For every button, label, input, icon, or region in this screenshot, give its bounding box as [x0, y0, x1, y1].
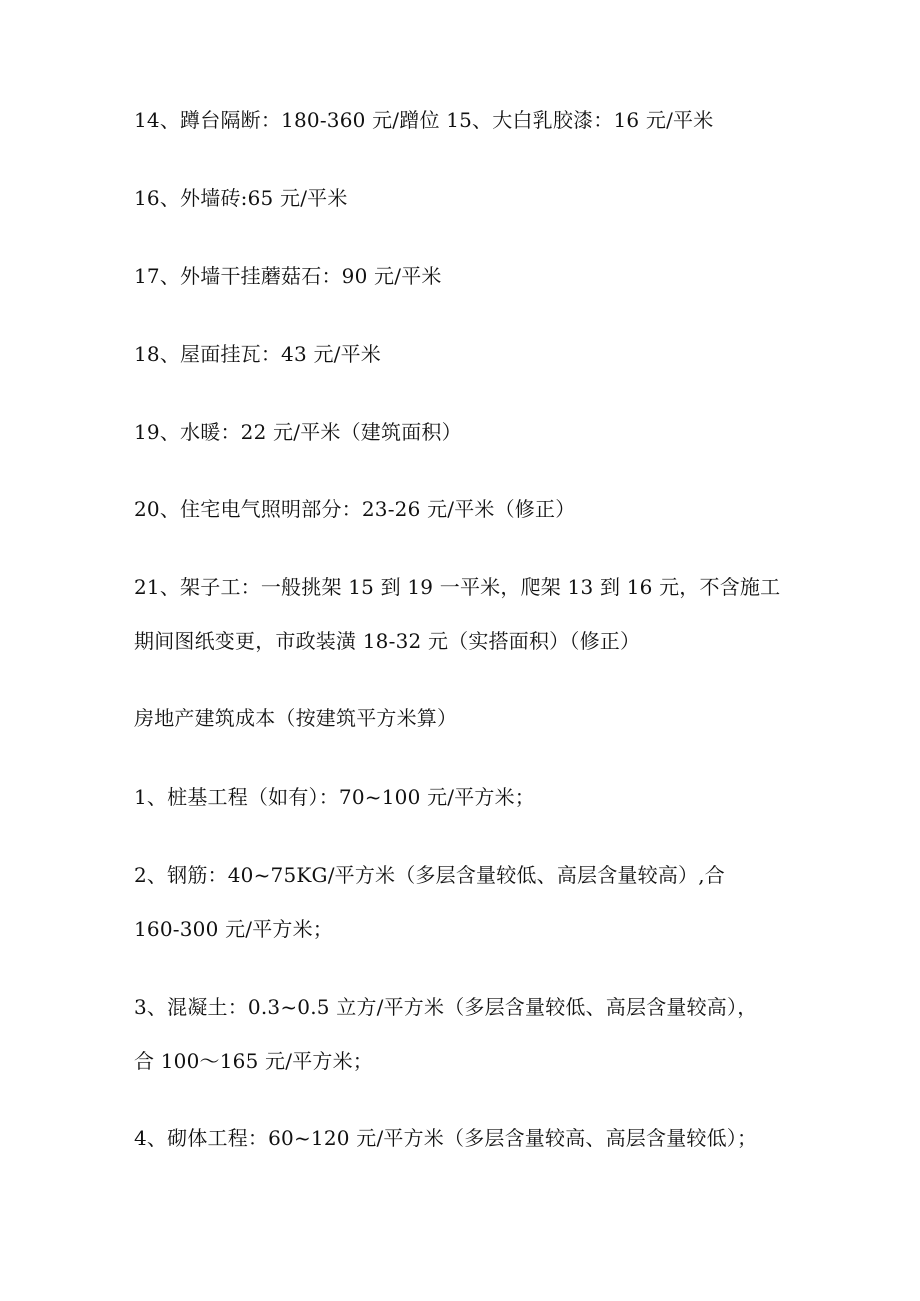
- text-line: 合 100～165 元/平方米；: [134, 1049, 374, 1073]
- text-line: 4、砌体工程：60~120 元/平方米（多层含量较高、高层含量较低）；: [134, 1126, 758, 1150]
- text-line: 17、外墙干挂蘑菇石：90 元/平米: [134, 264, 442, 288]
- text-line: 3、混凝土：0.3~0.5 立方/平方米（多层含量较低、高层含量较高），: [134, 995, 758, 1019]
- text-line: 16、外墙砖:65 元/平米: [134, 186, 348, 210]
- text-line: 期间图纸变更，市政装潢 18-32 元（实搭面积）（修正）: [134, 629, 641, 653]
- text-line: 2、钢筋：40~75KG/平方米（多层含量较低、高层含量较高）,合: [134, 863, 725, 887]
- text-line: 18、屋面挂瓦：43 元/平米: [134, 342, 381, 366]
- section-heading: 房地产建筑成本（按建筑平方米算）: [134, 706, 458, 730]
- text-line: 21、架子工：一般挑架 15 到 19 一平米，爬架 13 到 16 元，不含施工: [134, 575, 781, 599]
- text-line: 1、桩基工程（如有）：70~100 元/平方米；: [134, 785, 536, 809]
- text-line: 19、水暖：22 元/平米（建筑面积）: [134, 420, 462, 444]
- text-line: 160-300 元/平方米；: [134, 917, 334, 941]
- text-line: 14、蹲台隔断：180-360 元/蹭位 15、大白乳胶漆：16 元/平米: [134, 108, 714, 132]
- text-line: 20、住宅电气照明部分：23-26 元/平米（修正）: [134, 497, 576, 521]
